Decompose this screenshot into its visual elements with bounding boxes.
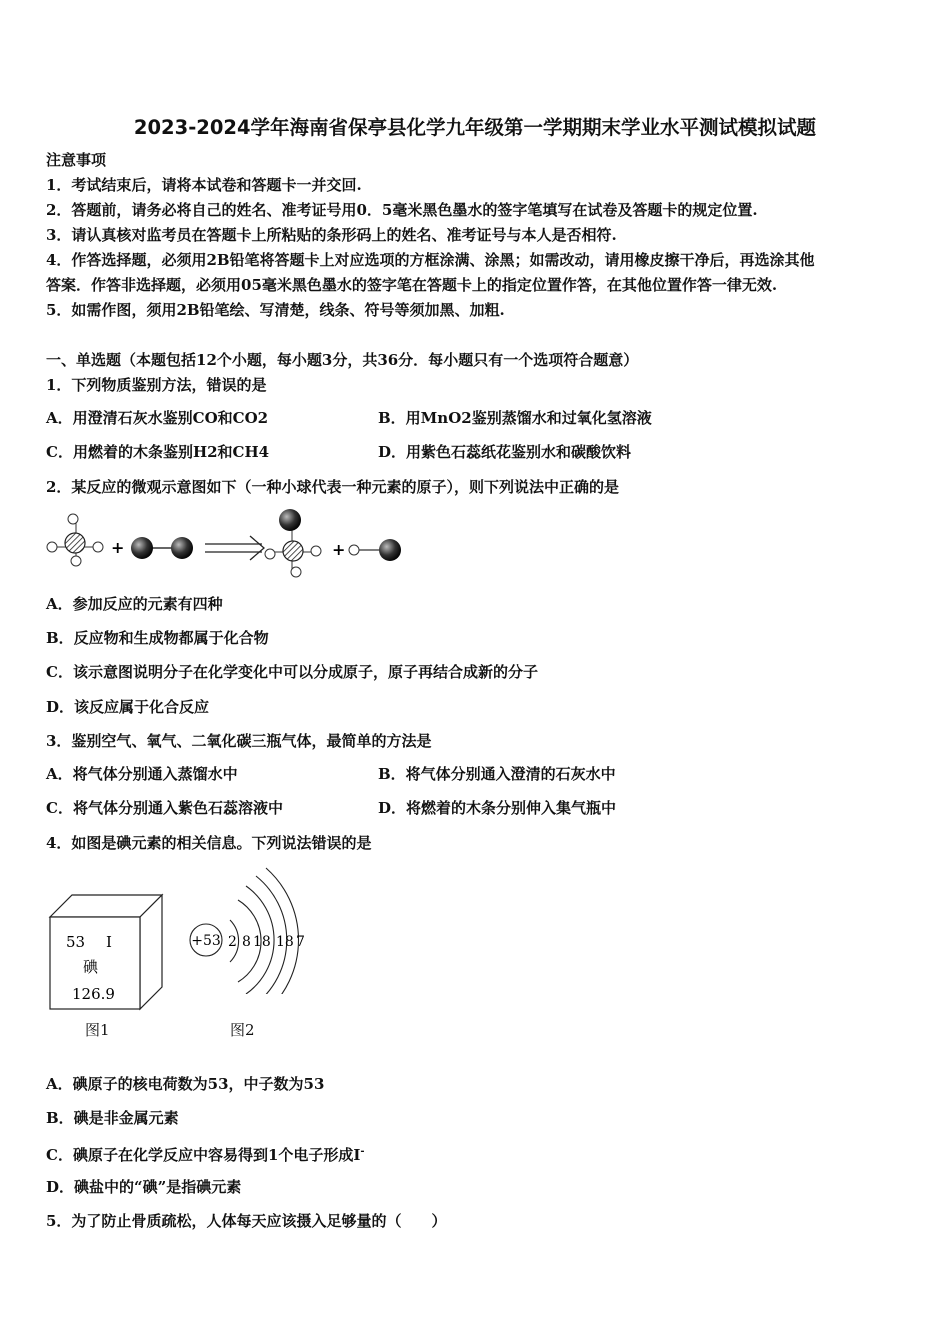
notice-item-3: 3．请认真核对监考员在答题卡上所粘贴的条形码上的姓名、准考证号与本人是否相符. [46,226,617,244]
q1-option-b: B．用MnO2鉴别蒸馏水和过氧化氢溶液 [378,409,652,427]
notice-item-5: 5．如需作图，须用2B铅笔绘、写清楚，线条、符号等须加黑、加粗. [46,301,505,319]
shell-3-electrons: 18 [253,934,271,950]
element-symbol: I [106,933,112,951]
product-molecule-1 [265,509,321,577]
q1-stem: 1．下列物质鉴别方法，错误的是 [46,376,267,394]
notice-item-4-cont: 答案．作答非选择题，必须用05毫米黑色墨水的签字笔在答题卡上的指定位置作答，在其他位置作答一律无效. [46,276,778,294]
iodine-element-card [45,893,170,1015]
element-name: 碘 [83,958,99,976]
q2-option-c: C．该示意图说明分子在化学变化中可以分成原子，原子再结合成新的分子 [46,663,538,681]
plus-sign-2: + [332,540,346,559]
q1-option-d: D．用紫色石蕊纸花鉴别水和碳酸饮料 [378,443,632,461]
q4-option-c-text: C．碘原子在化学反应中容易得到1个电子形成I [46,1146,361,1164]
q3-option-b: B．将气体分别通入澄清的石灰水中 [378,765,616,783]
product-molecule-2 [349,539,401,561]
q3-option-c: C．将气体分别通入紫色石蕊溶液中 [46,799,283,817]
notice-heading: 注意事项 [46,151,107,169]
q5-stem: 5．为了防止骨质疏松，人体每天应该摄入足够量的（ ） [46,1212,447,1230]
q2-stem: 2．某反应的微观示意图如下（一种小球代表一种元素的原子），则下列说法中正确的是 [46,478,619,496]
reaction-arrow [205,536,264,560]
q1-option-c: C．用燃着的木条鉴别H2和CH4 [46,443,270,461]
q2-option-d: D．该反应属于化合反应 [46,698,210,716]
exam-title: 2023-2024学年海南省保亭县化学九年级第一学期期末学业水平测试模拟试题 [133,116,817,139]
q3-option-d: D．将燃着的木条分别伸入集气瓶中 [378,799,617,817]
q2-option-b: B．反应物和生成物都属于化合物 [46,629,269,647]
section-heading: 一、单选题（本题包括12个小题，每小题3分，共36分．每小题只有一个选项符合题意） [46,351,639,369]
q3-stem: 3．鉴别空气、氧气、二氧化碳三瓶气体，最简单的方法是 [46,732,432,750]
shell-2-electrons: 8 [242,934,251,950]
notice-item-2: 2．答题前，请务必将自己的姓名、准考证号用0．5毫米黑色墨水的签字笔填写在试卷及答题卡的规定位置. [46,201,758,219]
shell-1-electrons: 2 [228,934,237,950]
plus-sign-1: + [111,538,125,557]
q4-option-b: B．碘是非金属元素 [46,1109,179,1127]
atomic-number: 53 [66,933,86,951]
reaction-diagram [40,506,420,584]
figure-1-caption: 图1 [85,1021,110,1039]
q4-stem: 4．如图是碘元素的相关信息。下列说法错误的是 [46,834,372,852]
notice-item-4: 4．作答选择题，必须用2B铅笔将答题卡上对应选项的方框涂满、涂黑；如需改动，请用橡皮擦干净后，再选涂其他 [46,251,815,269]
shell-5-electrons: 7 [296,934,305,950]
shell-4-electrons: 18 [276,934,294,950]
reactant-molecule-1 [47,514,103,566]
q2-option-a: A．参加反应的元素有四种 [46,595,223,613]
q1-option-a: A．用澄清石灰水鉴别CO和CO2 [46,409,269,427]
q3-option-a: A．将气体分别通入蒸馏水中 [46,765,238,783]
q4-option-a: A．碘原子的核电荷数为53，中子数为53 [46,1075,325,1093]
nucleus-charge: +53 [191,933,221,949]
q4-option-c [46,1142,365,1165]
iodine-atom-structure [186,866,314,994]
q4-option-c-superscript: - [360,1146,365,1157]
reactant-molecule-2 [131,537,193,559]
notice-item-1: 1．考试结束后，请将本试卷和答题卡一并交回. [46,176,362,194]
q4-option-d: D．碘盐中的“碘”是指碘元素 [46,1178,242,1196]
atomic-mass: 126.9 [72,985,115,1003]
figure-2-caption: 图2 [230,1021,255,1039]
